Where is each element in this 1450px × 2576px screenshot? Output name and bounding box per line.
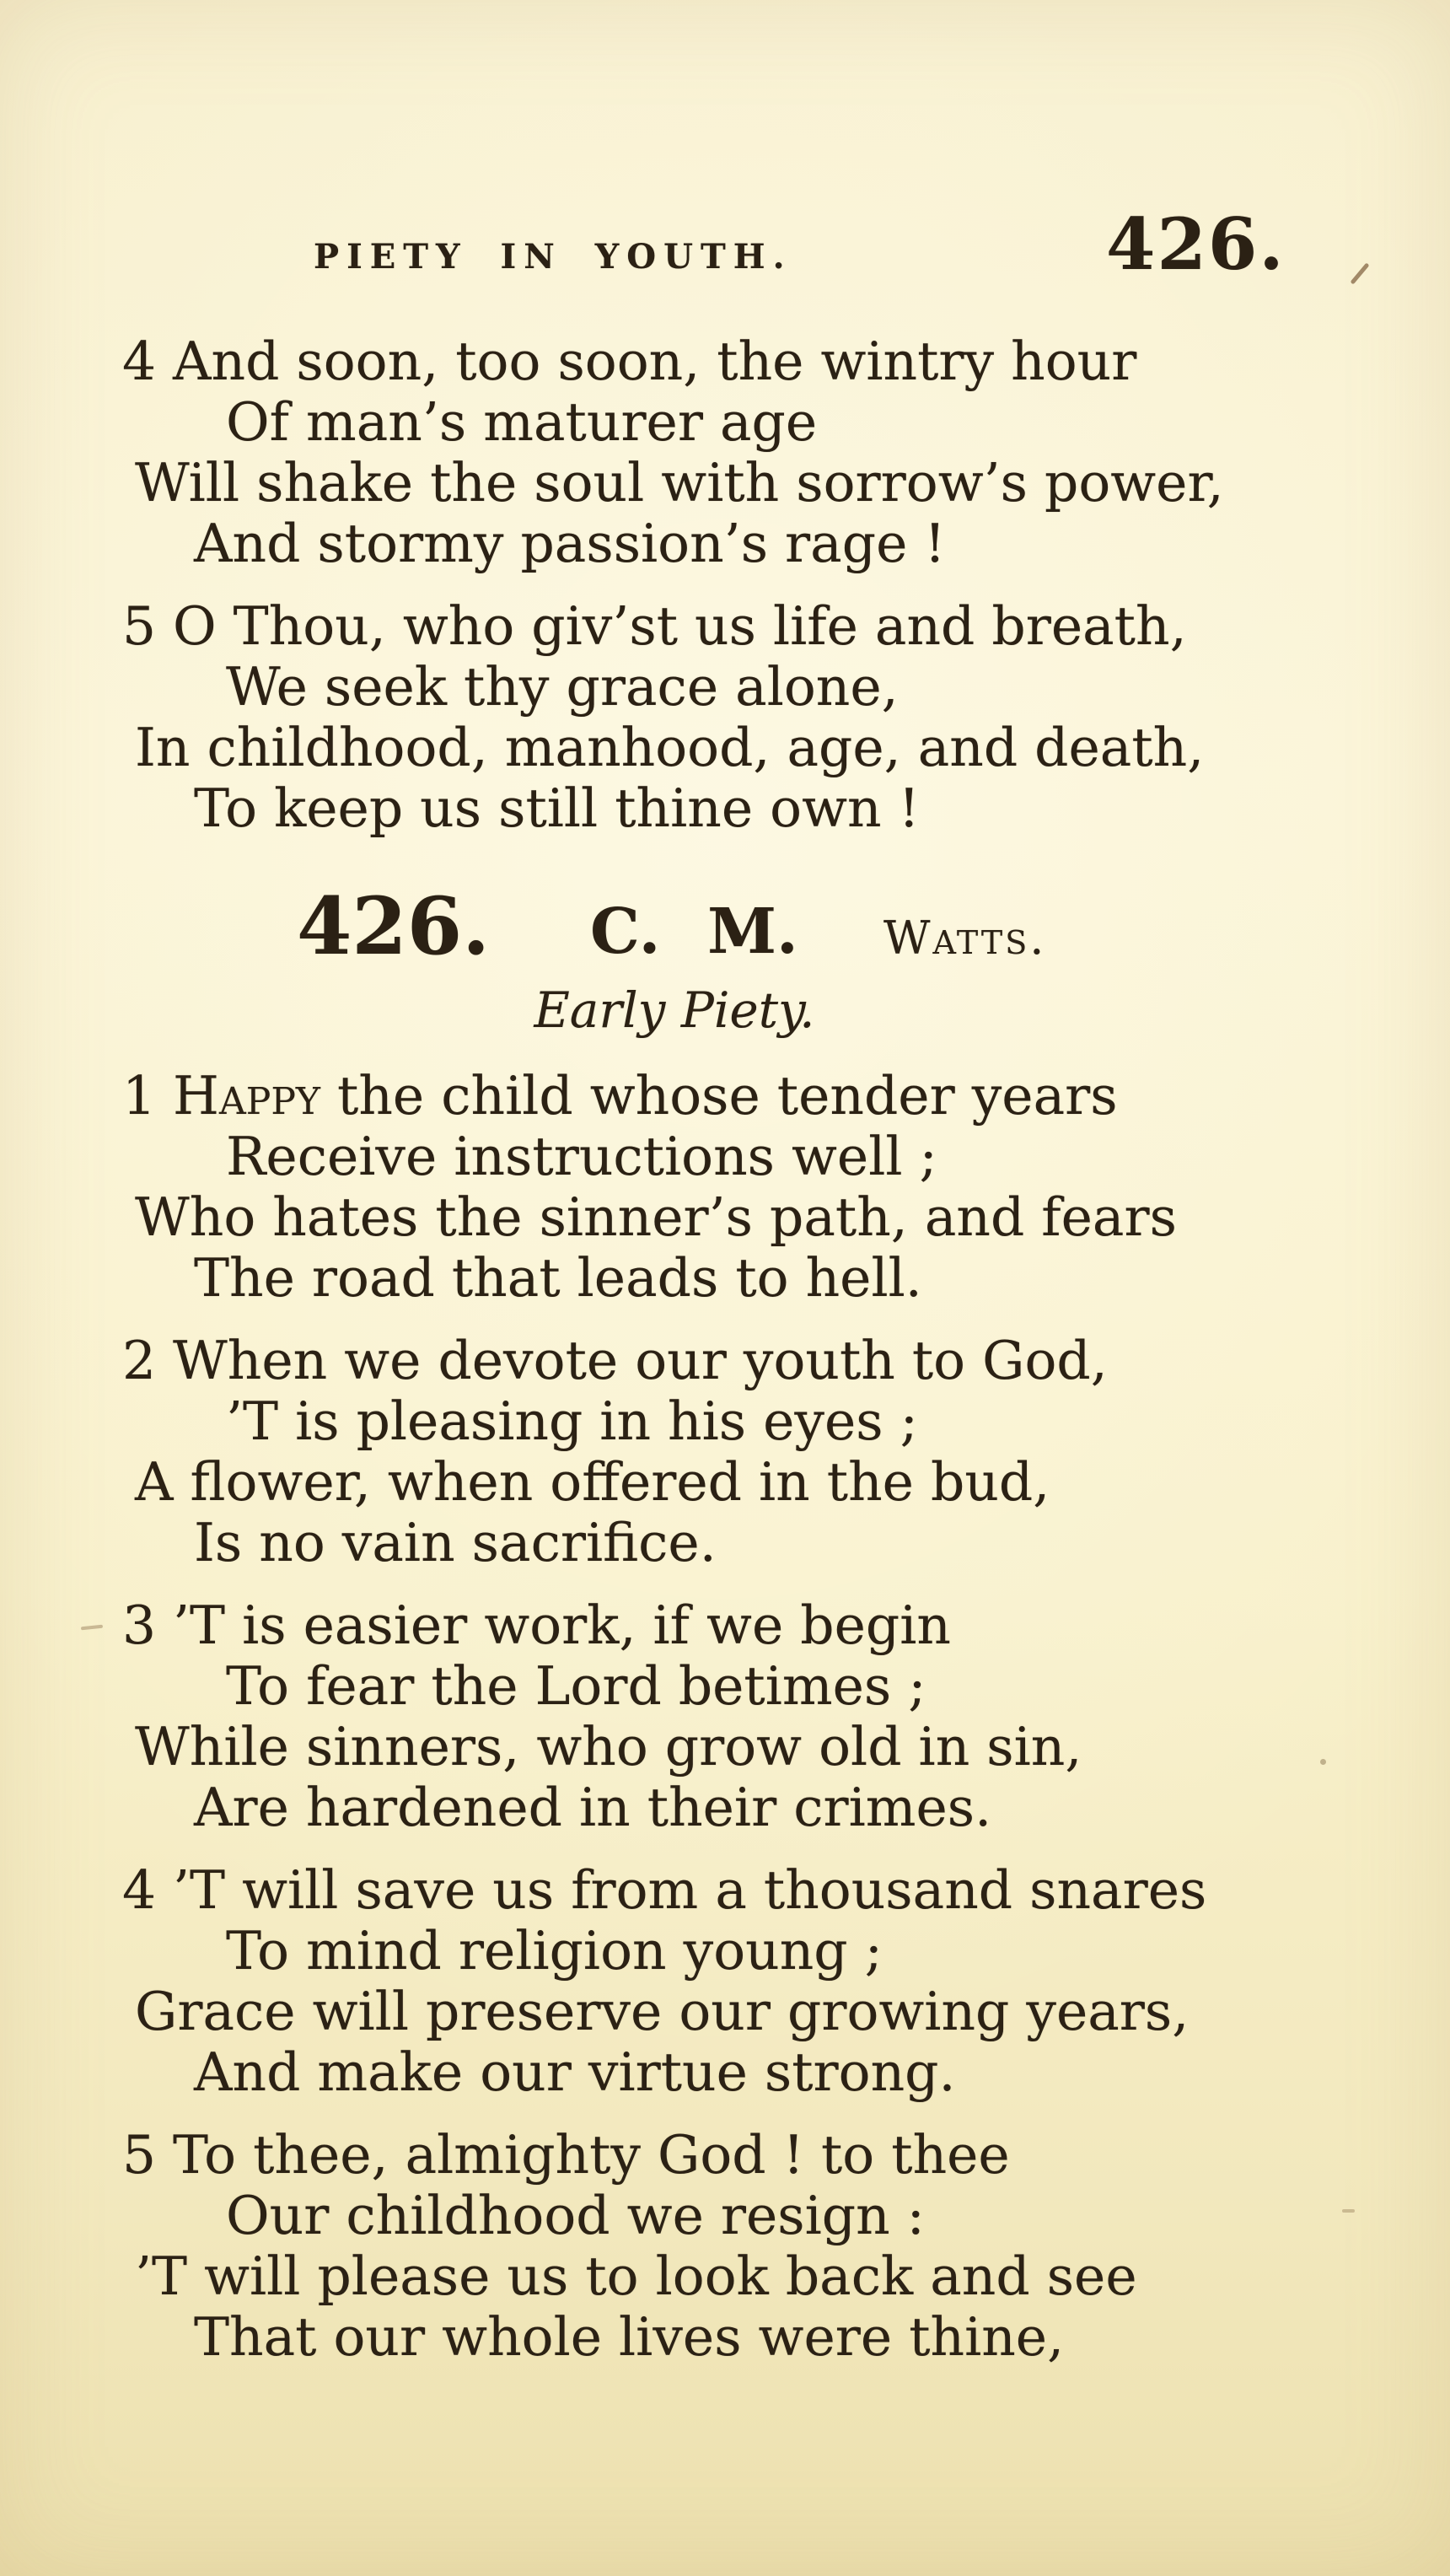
verse-line: Are hardened in their crimes. xyxy=(194,1777,992,1838)
continued-hymn-stanzas xyxy=(0,0,1450,839)
verse-line: A flower, when offered in the bud, xyxy=(135,1451,1050,1513)
verse-line: Receive instructions well ; xyxy=(226,1126,937,1187)
verse-line: To thee, almighty God ! to thee xyxy=(173,2124,1010,2186)
lead-word-smallcaps: Happy xyxy=(173,1065,320,1127)
stanza-2 xyxy=(0,1331,1450,1573)
hymn-meter: C. M. xyxy=(590,895,798,968)
verse-line: Will shake the soul with sorrow’s power, xyxy=(135,452,1224,514)
stanza-number: 4 xyxy=(122,331,157,392)
verse-line: O Thou, who giv’st us life and breath, xyxy=(173,595,1187,657)
stanza-1 xyxy=(0,1066,1450,1309)
verse-line: Of man’s maturer age xyxy=(226,391,818,453)
stanza-number: 2 xyxy=(122,1330,157,1391)
stanza-number: 5 xyxy=(122,595,157,657)
verse-line: To fear the Lord betimes ; xyxy=(226,1655,926,1717)
stanza-number: 1 xyxy=(122,1065,157,1127)
verse-line: When we devote our youth to God, xyxy=(173,1330,1108,1391)
hymn-number: 426. xyxy=(297,880,490,973)
verse-line: We seek thy grace alone, xyxy=(226,656,899,718)
verse-line: ’T is pleasing in his eyes ; xyxy=(226,1390,918,1452)
verse-line: Grace will preserve our growing years, xyxy=(135,1981,1190,2042)
verse-line: And make our virtue strong. xyxy=(194,2041,956,2103)
hymn-author: Watts. xyxy=(883,912,1047,965)
hymn-stanzas xyxy=(0,1066,1450,2368)
verse-line: And soon, too soon, the wintry hour xyxy=(173,331,1137,392)
stanza-4-continued xyxy=(0,331,1450,574)
verse-line: Is no vain sacrifice. xyxy=(194,1512,717,1573)
stanza-number: 3 xyxy=(122,1595,157,1656)
verse-line xyxy=(0,1066,1450,1127)
stanza-4 xyxy=(0,1860,1450,2103)
verse-line: Who hates the sinner’s path, and fears xyxy=(135,1186,1177,1248)
verse-line: In childhood, manhood, age, and death, xyxy=(135,717,1205,778)
verse-line: While sinners, who grow old in sin, xyxy=(135,1716,1082,1777)
verse-line: Our childhood we resign : xyxy=(226,2185,925,2246)
stanza-3 xyxy=(0,1595,1450,1838)
verse-line: And stormy passion’s rage ! xyxy=(194,513,946,574)
verse-line: To keep us still thine own ! xyxy=(194,777,920,839)
verse-line-rest: the child whose tender years xyxy=(320,1065,1118,1127)
verse-line: ’T will save us from a thousand snares xyxy=(173,1859,1207,1921)
hymn-heading xyxy=(0,880,1450,973)
stanza-5 xyxy=(0,2125,1450,2368)
verse-line: To mind religion young ; xyxy=(226,1920,883,1982)
page-number: 426. xyxy=(1106,202,1286,286)
verse-line: ’T will please us to look back and see xyxy=(135,2245,1137,2307)
verse-line: That our whole lives were thine, xyxy=(194,2306,1065,2368)
stanza-number: 4 xyxy=(122,1859,157,1921)
verse-line: The road that leads to hell. xyxy=(194,1247,922,1309)
stanza-5-continued xyxy=(0,596,1450,839)
running-title: PIETY IN YOUTH. xyxy=(314,237,792,277)
stanza-number: 5 xyxy=(122,2124,157,2186)
verse-line: ’T is easier work, if we begin xyxy=(173,1595,951,1656)
hymn-title: Early Piety. xyxy=(534,981,815,1039)
